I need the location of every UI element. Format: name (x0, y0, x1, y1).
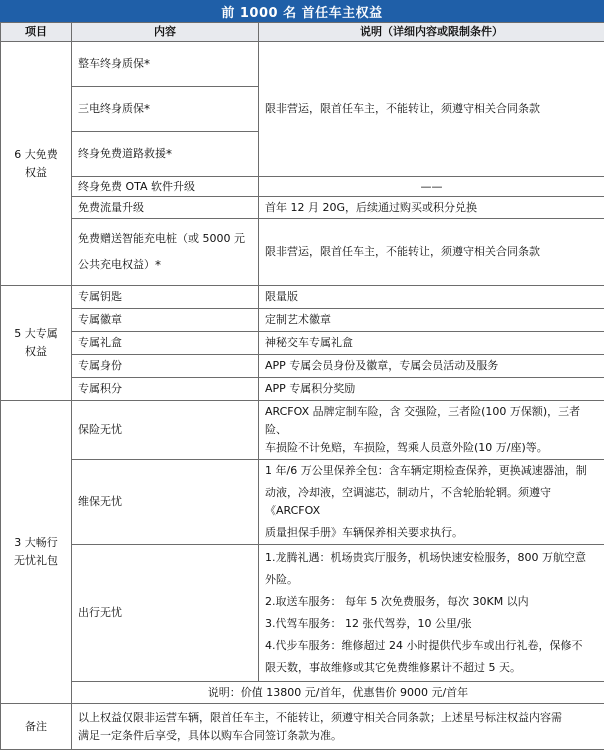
sheet-title: 前 1000 名 首任车主权益 (0, 0, 604, 22)
desc-cell: 1.龙腾礼遇：机场贵宾厅服务，机场快速安检服务，800 万航空意 外险。 2.取送车服务： 每年 5 次免费服务，每次 30KM 以内 3.代驾车服务： 12 张代驾券，10 公里/张 4.代步车服务：维修超过 24 小时提供代步车或出行礼卷，保修不 限天数，事故维修或其它免费维修累计不超过 5 天。 (259, 545, 604, 682)
table-row (1, 177, 604, 197)
content-cell: 专属积分 (72, 378, 259, 401)
content-cell: 免费流量升级 (72, 197, 259, 219)
desc-cell: ARCFOX 品牌定制车险，含 交强险，三者险(100 万保额)，三者险、 车损险不计免赔，车损险，驾乘人员意外险(10 万/座)等。 (259, 401, 604, 460)
content-cell: 专属礼盒 (72, 332, 259, 355)
content-cell: 专属钥匙 (72, 286, 259, 309)
table-row (1, 309, 604, 332)
table-row (1, 355, 604, 378)
table-row (1, 378, 604, 401)
content-cell: 整车终身质保* (72, 42, 259, 87)
desc-cell: 限非营运，限首任车主，不能转让，须遵守相关合同条款 (259, 42, 604, 177)
summary-cell: 说明：价值 13800 元/首年，优惠售价 9000 元/首年 (72, 682, 604, 704)
table-row (1, 401, 604, 460)
desc-cell: 1 年/6 万公里保养全包：含车辆定期检查保养，更换减速器油，制 动液，冷却液，空调滤芯，制动片，不含轮胎轮辋。须遵守《ARCFOX 质量担保手册》车辆保养相关要求执行。 (259, 460, 604, 545)
content-cell: 维保无忧 (72, 460, 259, 545)
notes-label: 备注 (1, 704, 72, 750)
header-item: 项目 (1, 23, 72, 42)
header-content: 内容 (72, 23, 259, 42)
table-row (1, 332, 604, 355)
benefits-table (0, 22, 604, 750)
content-cell: 三电终身质保* (72, 87, 259, 132)
group-label-free: 6 大免费 权益 (1, 42, 72, 286)
content-cell: 终身免费道路救援* (72, 132, 259, 177)
table-row (1, 460, 604, 545)
group-label-exclusive: 5 大专属 权益 (1, 286, 72, 401)
desc-cell: APP 专属积分奖励 (259, 378, 604, 401)
table-row (1, 545, 604, 682)
table-row (1, 704, 604, 750)
table-row (1, 682, 604, 704)
table-row (1, 286, 604, 309)
content-cell: 出行无忧 (72, 545, 259, 682)
desc-cell: 限非营运，限首任车主，不能转让，须遵守相关合同条款 (259, 219, 604, 286)
group-label-worryfree: 3 大畅行 无忧礼包 (1, 401, 72, 704)
desc-cell: —— (259, 177, 604, 197)
content-cell: 终身免费 OTA 软件升级 (72, 177, 259, 197)
content-cell: 免费赠送智能充电桩（或 5000 元 公共充电权益）* (72, 219, 259, 286)
desc-cell: 定制艺术徽章 (259, 309, 604, 332)
desc-cell: 神秘交车专属礼盒 (259, 332, 604, 355)
desc-cell: APP 专属会员身份及徽章，专属会员活动及服务 (259, 355, 604, 378)
desc-cell: 首年 12 月 20G，后续通过购买或积分兑换 (259, 197, 604, 219)
table-row (1, 197, 604, 219)
table-row (1, 42, 604, 87)
table-row (1, 219, 604, 286)
content-cell: 专属身份 (72, 355, 259, 378)
content-cell: 专属徽章 (72, 309, 259, 332)
content-cell: 保险无忧 (72, 401, 259, 460)
notes-cell: 以上权益仅限非运营车辆，限首任车主，不能转让，须遵守相关合同条款；上述星号标注权益内容需 满足一定条件后享受，具体以购车合同签订条款为准。 (72, 704, 604, 750)
header-row (1, 23, 604, 42)
header-desc: 说明（详细内容或限制条件） (259, 23, 604, 42)
desc-cell: 限量版 (259, 286, 604, 309)
